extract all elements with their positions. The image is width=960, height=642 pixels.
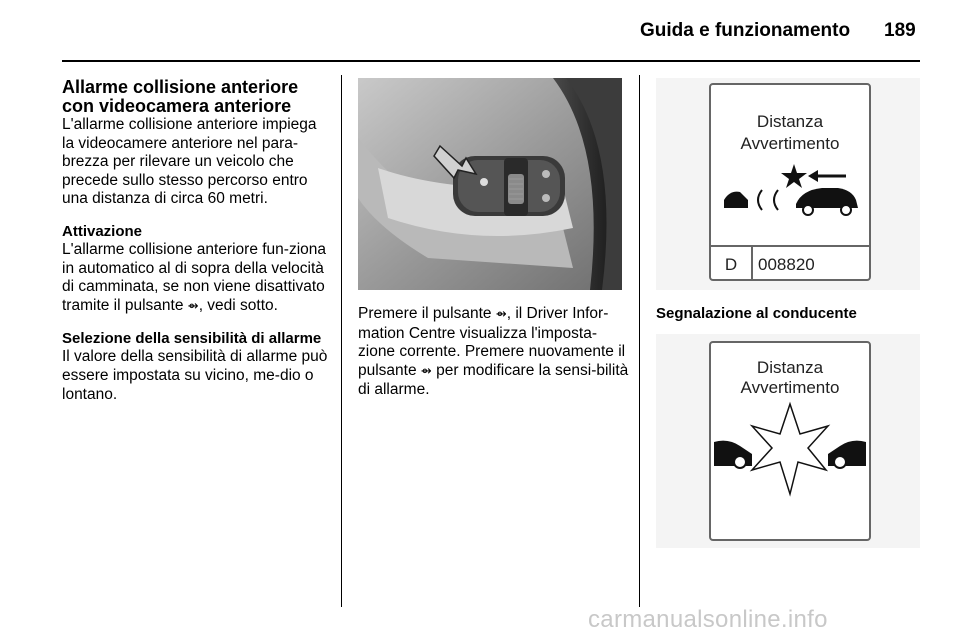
page-number: 189 xyxy=(884,20,916,41)
section-title: Guida e funzionamento xyxy=(640,20,851,41)
distance-warning-display xyxy=(656,78,920,290)
display-line2: Avvertimento xyxy=(740,134,840,153)
column-middle xyxy=(358,305,630,400)
heading-activation: Attivazione xyxy=(62,222,143,240)
column-divider xyxy=(341,75,342,607)
column-left xyxy=(62,78,330,404)
display-code-value: 008820 xyxy=(758,255,815,274)
heading-collision-alert: Allarme collisione anteriore con videocamera anteriore xyxy=(62,77,299,116)
page-header xyxy=(0,0,960,60)
collision-button-icon: ⇴ xyxy=(495,307,507,322)
display-code-label: D xyxy=(724,255,738,274)
header-rule xyxy=(62,60,920,62)
intro-paragraph: L'allarme collisione anteriore impiega la videocamere anteriore nel para-brezza per rilevare un veicolo che precede sullo stesso percorso entro una distanza di circa 60 metri. xyxy=(62,116,317,208)
heading-sensitivity: Selezione della sensibilità di allarme xyxy=(62,330,322,348)
display2-line2: Avvertimento xyxy=(740,378,840,397)
sensitivity-paragraph: Il valore della sensibilità di allarme può essere impostata su vicino, me-dio o lontano. xyxy=(62,348,328,403)
steering-wheel-image xyxy=(358,78,622,290)
instruction-paragraph: Premere il pulsante ⇴, il Driver Infor-mation Centre visualizza l'imposta-zione corrente. Premere nuovamente il pulsante ⇴ per modificare la sensi-bilità di allarme. xyxy=(358,305,629,399)
column-divider xyxy=(639,75,640,607)
collision-button-icon: ⇴ xyxy=(420,363,432,379)
collision-button-icon: ⇴ xyxy=(187,298,199,314)
display-line1: Distanza xyxy=(756,112,824,131)
caption-driver-signal: Segnalazione al conducente xyxy=(656,305,857,322)
caption-block xyxy=(656,305,920,323)
collision-warning-display xyxy=(656,334,920,548)
activation-paragraph: L'allarme collisione anteriore fun-ziona in automatico al di sopra della velocità di camminata, se non viene disattivato tramite il pulsante ⇴, vedi sotto. xyxy=(62,240,327,314)
watermark: carmanualsonline.info xyxy=(588,606,828,633)
display2-line1: Distanza xyxy=(756,358,824,377)
